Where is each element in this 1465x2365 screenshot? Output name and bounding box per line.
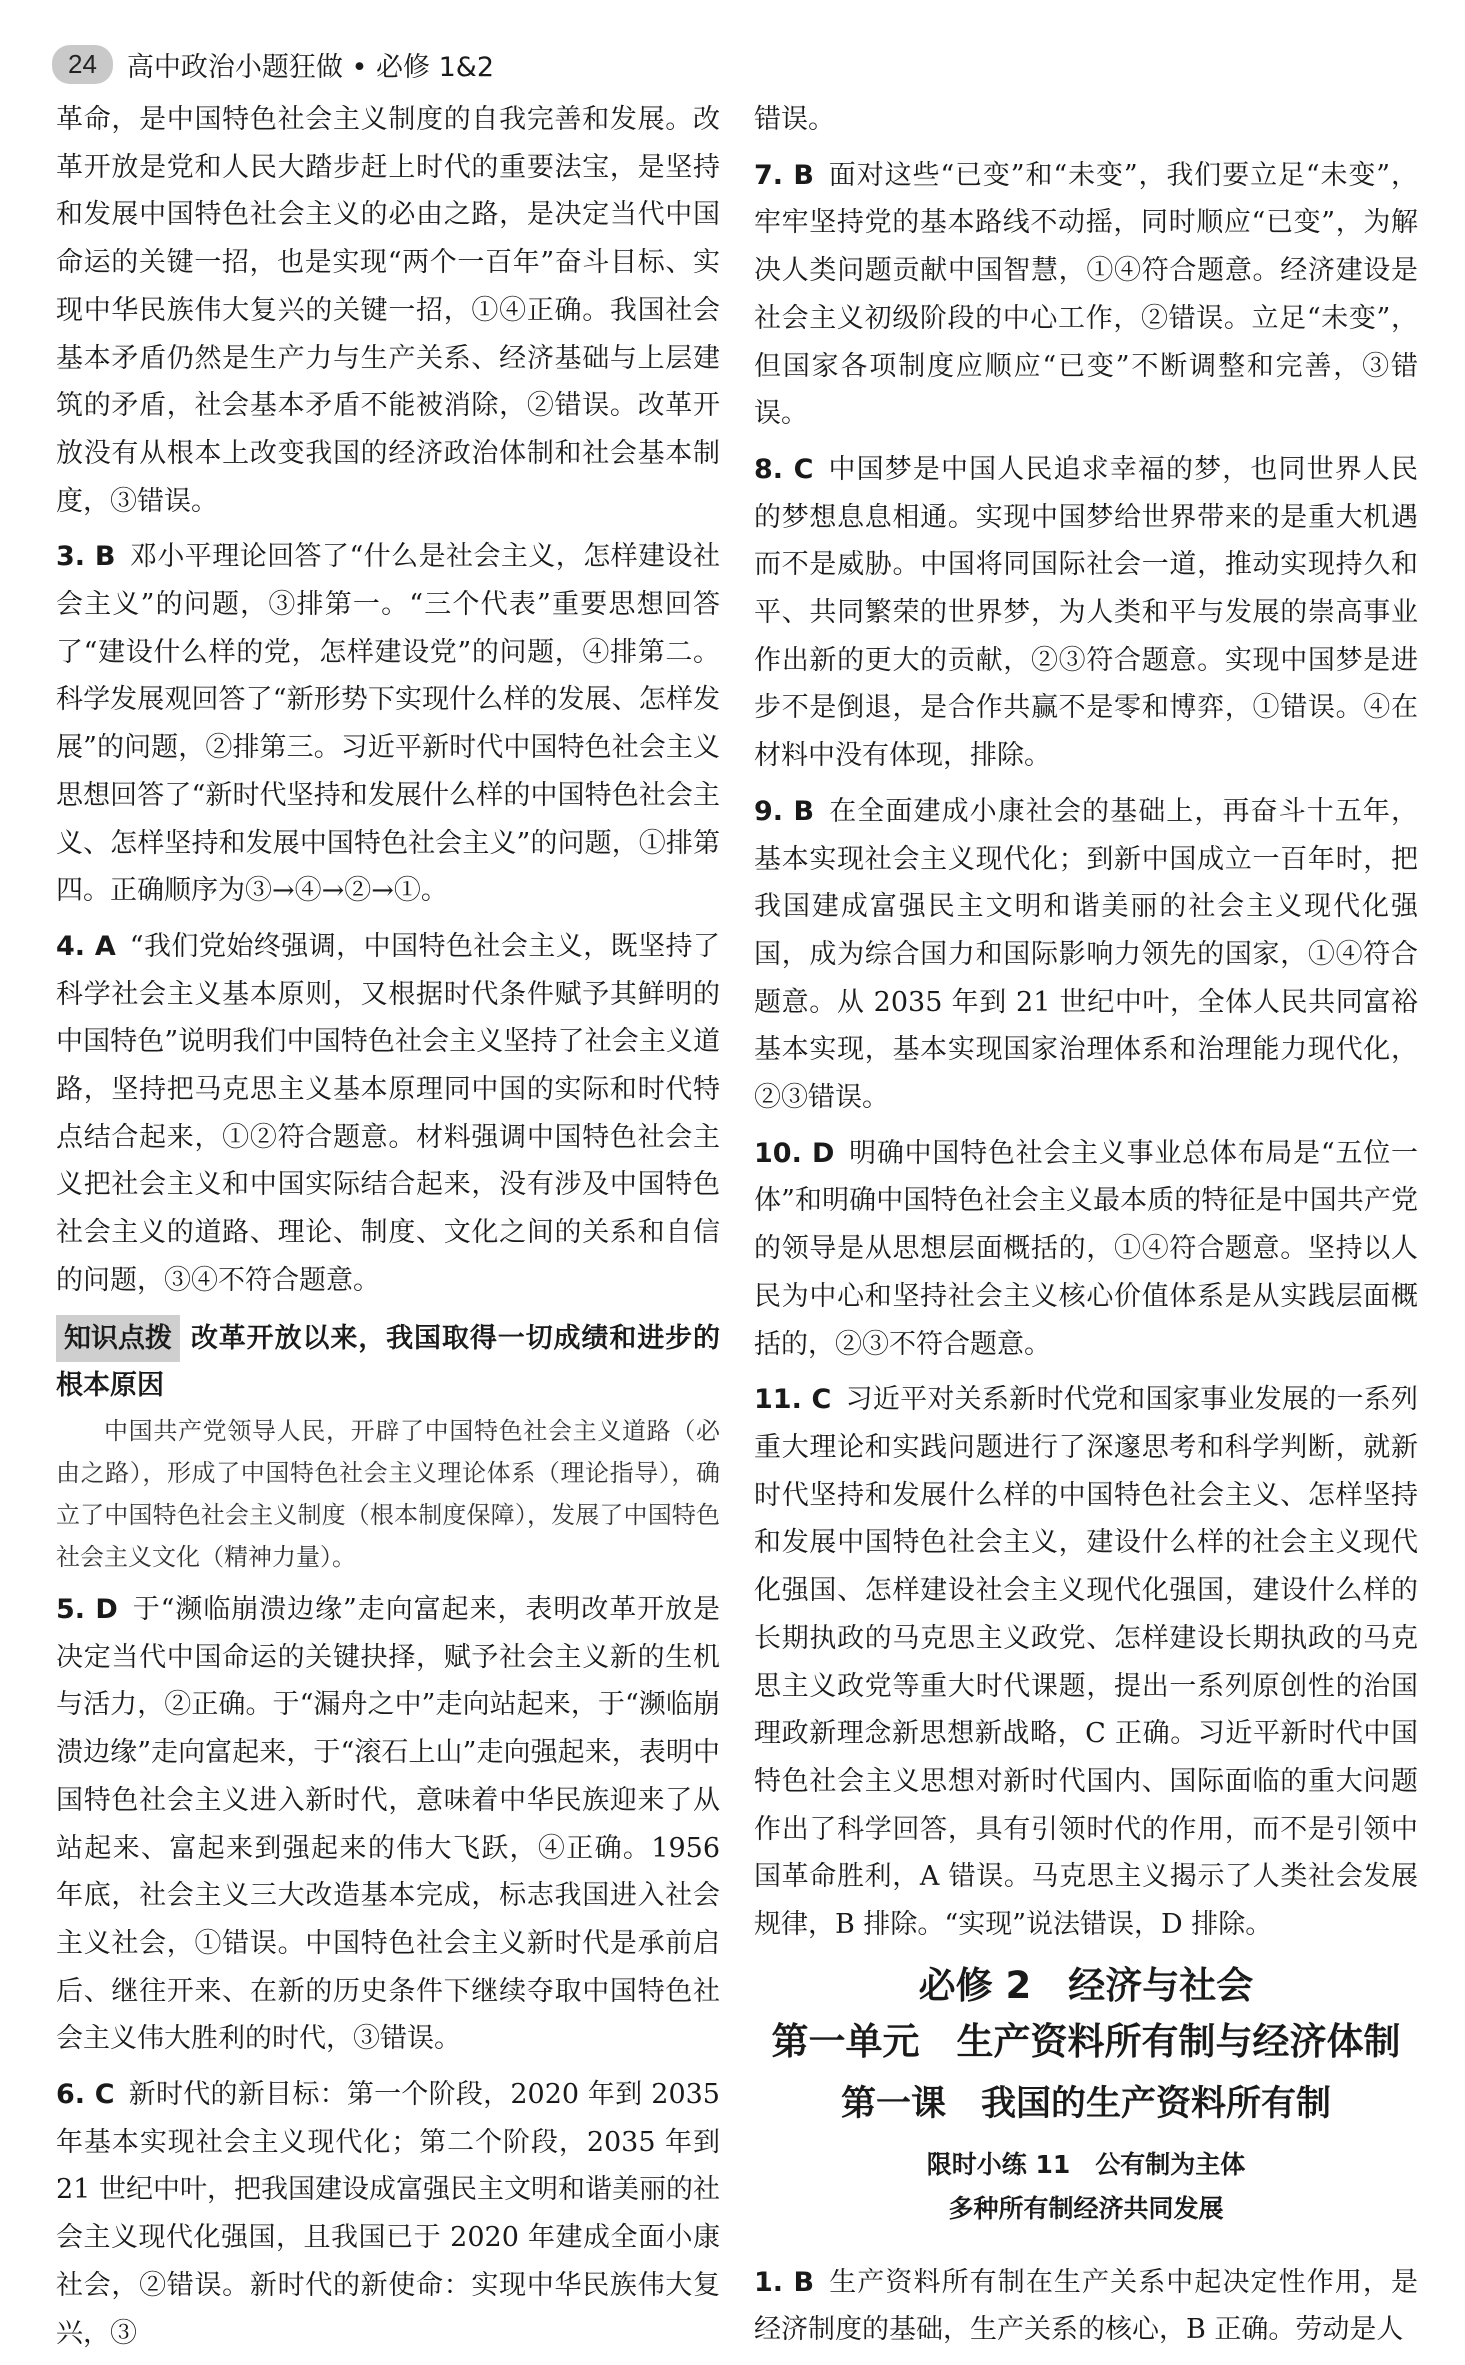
lesson-title: 第一课 我国的生产资料所有制 [840,2083,1331,2124]
answer-text: 中国梦是中国人民追求幸福的梦，也同世界人民的梦想息息相通。实现中国梦给世界带来的是重大机遇而不是威胁。中国将同国际社会一道，推动实现持久和平、共同繁荣的世界梦，为人类和平与发展的崇高事业作出新的更大的贡献，②③符合题意。实现中国梦是进步不是倒退，是合作共赢不是零和博弈，①错误。④在材料中没有体现，排除。 [754,453,1418,772]
answer-label: 4. A [56,930,116,962]
answer-label: 7. B [754,159,814,191]
answer-text: 明确中国特色社会主义事业总体布局是“五位一体”和明确中国特色社会主义最本质的特征是中国共产党的领导是从思想层面概括的，①④符合题意。坚持以人民为中心和坚持社会主义核心价值体系是从实践层面概括的，②③不符合题意。 [754,1137,1418,1360]
answer-text: 邓小平理论回答了“什么是社会主义，怎样建设社会主义”的问题，③排第一。“三个代表”重要思想回答了“建设什么样的党，怎样建设党”的问题，④排第二。科学发展观回答了“新形势下实现什么样的发展、怎样发展”的问题，②排第三。习近平新时代中国特色社会主义思想回答了“新时代坚持和发展什么样的中国特色社会主义、怎样坚持和发展中国特色社会主义”的问题，①排第四。正确顺序为③→④→②→①。 [56,541,720,907]
module-title: 必修 2 经济与社会 [918,1963,1254,2007]
answer-1 [754,2259,1418,2354]
answer-label: 1. B [754,2266,815,2298]
answer-text: 习近平对关系新时代党和国家事业发展的一系列重大理论和实践问题进行了深邃思考和科学判断，就新时代坚持和发展什么样的中国特色社会主义、怎样坚持和发展中国特色社会主义，建设什么样的社会主义现代化强国、怎样建设社会主义现代化强国，建设什么样的长期执政的马克思主义政党、怎样建设长期执政的马克思主义政党等重大时代课题，提出一系列原创性的治国理政新理念新思想新战略，C 正确。习近平新时代中国特色社会主义思想对新时代国内、国际面临的重大问题作出了科学回答，具有引领时代的作用，而不是引领中国革命胜利，A 错误。马克思主义揭示了人类社会发展规律，B 排除。“实现”说法错误，D 排除。 [754,1384,1419,1941]
tip-tag: 知识点拨 [56,1315,180,1363]
answer-label: 11. C [754,1384,832,1416]
practice-subtitle: 多种所有制经济共同发展 [948,2193,1224,2223]
left-column [56,96,720,2365]
answer-5 [56,1586,720,2063]
answer-label: 9. B [754,795,815,827]
paragraph: 错误。 [754,104,835,135]
right-column [754,96,1418,2362]
answer-text: 生产资料所有制在生产关系中起决定性作用，是经济制度的基础，生产关系的核心，B 正确。劳动是人 [754,2266,1419,2346]
tip-heading-row [56,1315,720,1410]
answer-8 [754,446,1418,780]
answer-6 [56,2071,720,2357]
answer-label: 8. C [754,453,814,485]
answer-label: 10. D [754,1137,835,1169]
paragraph: 革命，是中国特色社会主义制度的自我完善和发展。改革开放是党和人民大踏步赶上时代的重要法宝，是坚持和发展中国特色社会主义的必由之路，是决定当代中国命运的关键一招，也是实现“两个一百年”奋斗目标、实现中华民族伟大复兴的关键一招，①④正确。我国社会基本矛盾仍然是生产力与生产关系、经济基础与上层建筑的矛盾，社会基本矛盾不能被消除，②错误。改革开放没有从根本上改变我国的经济政治体制和社会基本制度，③错误。 [56,104,720,517]
answer-text: 面对这些“已变”和“未变”，我们要立足“未变”，牢牢坚持党的基本路线不动摇，同时顺应“已变”，为解决人类问题贡献中国智慧，①④符合题意。经济建设是社会主义初级阶段的中心工作，②错误。立足“未变”，但国家各项制度应顺应“已变”不断调整和完善，③错误。 [754,159,1418,430]
answer-label: 5. D [56,1593,118,1625]
answer-text: 新时代的新目标：第一个阶段，2020 年到 2035 年基本实现社会主义现代化；第二个阶段，2035 年到 21 世纪中叶，把我国建设成富强民主文明和谐美丽的社会主义现代化强国，且我国已于 2020 年建成全面小康社会，②错误。新时代的新使命：实现中华民族伟大复兴，③ [56,2079,720,2349]
answer-4 [56,923,720,1305]
book-title: 高中政治小题狂做 • 必修 1&2 [126,51,495,83]
tip-heading: 改革开放以来，我国取得一切成绩和进步的根本原因 [56,1322,720,1402]
answer-label: 3. B [56,541,116,573]
tip-body: 中国共产党领导人民，开辟了中国特色社会主义道路（必由之路），形成了中国特色社会主义理论体系（理论指导），确立了中国特色社会主义制度（根本制度保障），发展了中国特色社会主义文化（精神力量）。 [56,1416,720,1571]
page-header [52,44,494,84]
practice-title: 限时小练 11 公有制为主体 [926,2149,1246,2179]
answer-label: 6. C [56,2079,115,2111]
unit-title: 第一单元 生产资料所有制与经济体制 [771,2019,1401,2063]
answer-10 [754,1130,1418,1369]
answer-text: 于“濒临崩溃边缘”走向富起来，表明改革开放是决定当代中国命运的关键抉择，赋予社会主义新的生机与活力，②正确。于“漏舟之中”走向站起来，于“濒临崩溃边缘”走向富起来，于“滚石上山”走向强起来，表明中国特色社会主义进入新时代，意味着中华民族迎来了从站起来、富起来到强起来的伟大飞跃，④正确。1956 年底，社会主义三大改造基本完成，标志我国进入社会主义社会，①错误。中国特色社会主义新时代是承前启后、继往开来、在新的历史条件下继续夺取中国特色社会主义伟大胜利的时代，③错误。 [56,1593,720,2055]
answer-7 [754,152,1418,438]
answer-text: “我们党始终强调，中国特色社会主义，既坚持了科学社会主义基本原则，又根据时代条件赋予其鲜明的中国特色”说明我们中国特色社会主义坚持了社会主义道路，坚持把马克思主义基本原理同中国的实际和时代特点结合起来，①②符合题意。材料强调中国特色社会主义把社会主义和中国实际结合起来，没有涉及中国特色社会主义的道路、理论、制度、文化之间的关系和自信的问题，③④不符合题意。 [56,930,720,1296]
answer-11 [754,1376,1418,1948]
answer-3 [56,533,720,915]
answer-9 [754,788,1418,1122]
answer-text: 在全面建成小康社会的基础上，再奋斗十五年，基本实现社会主义现代化；到新中国成立一百年时，把我国建成富强民主文明和谐美丽的社会主义现代化强国，成为综合国力和国际影响力领先的国家，①④符合题意。从 2035 年到 21 世纪中叶，全体人民共同富裕基本实现，基本实现国家治理体系和治理能力现代化，②③错误。 [754,795,1419,1114]
knowledge-tip [56,1315,720,1578]
page-number: 24 [52,45,113,84]
